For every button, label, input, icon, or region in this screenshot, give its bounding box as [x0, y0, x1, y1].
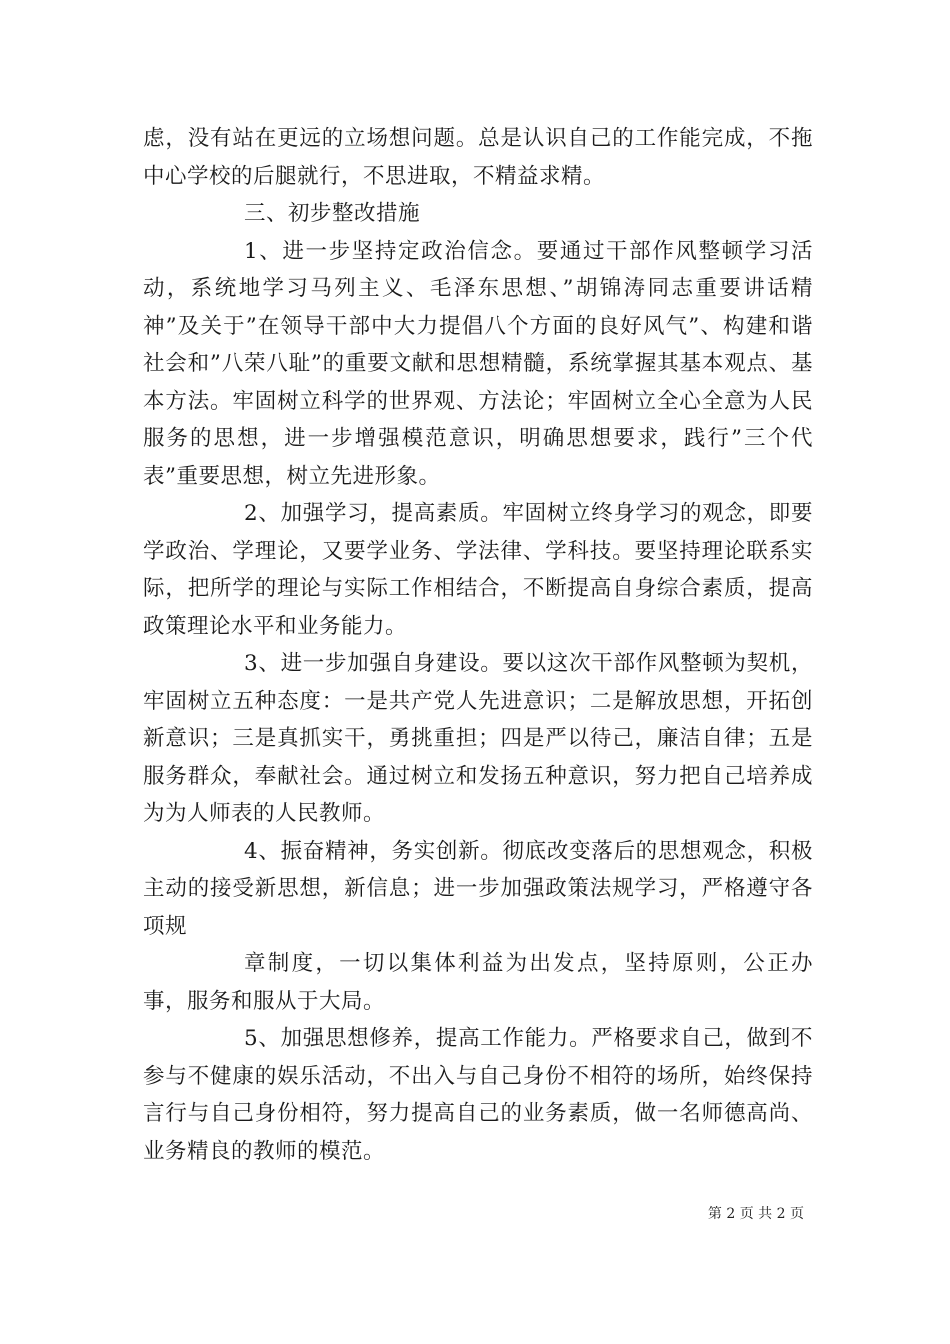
page-number: 第 2 页 共 2 页 — [707, 1206, 804, 1222]
paragraph-measure-2: 2、加强学习，提高素质。牢固树立终身学习的观念，即要学政治、学理论，又要学业务、学法律、学科技。要坚持理论联系实际，把所学的理论与实际工作相结合，不断提高自身综合素质，提高政策理论水平和业务能力。 — [143, 501, 813, 639]
paragraph-measure-5: 5、加强思想修养，提高工作能力。严格要求自己，做到不参与不健康的娱乐活动，不出入与自己身份不相符的场所，始终保持言行与自己身份相符，努力提高自己的业务素质，做一名师德高尚、业务精良的教师的模范。 — [143, 1026, 813, 1164]
paragraph-1: 虑，没有站在更远的立场想问题。总是认识自己的工作能完成，不拖中心学校的后腿就行，不思进取，不精益求精。 — [143, 126, 813, 189]
paragraph-measure-1: 1、进一步坚持定政治信念。要通过干部作风整顿学习活动，系统地学习马列主义、毛泽东思想、”胡锦涛同志重要讲话精神”及关于”在领导干部中大力提倡八个方面的良好风气”、构建和谐社会和”八荣八耻”的重要文献和思想精髓，系统掌握其基本观点、基本方法。牢固树立科学的世界观、方法论；牢固树立全心全意为人民服务的思想，进一步增强模范意识，明确思想要求，践行”三个代表”重要思想，树立先进形象。 — [143, 238, 813, 489]
section-heading: 三、初步整改措施 — [244, 201, 421, 226]
paragraph-measure-4: 4、振奋精神，务实创新。彻底改变落后的思想观念，积极主动的接受新思想，新信息；进一步加强政策法规学习，严格遵守各项规 — [143, 838, 813, 939]
body-text — [143, 120, 813, 1170]
paragraph-measure-3: 3、进一步加强自身建设。要以这次干部作风整顿为契机，牢固树立五种态度：一是共产党人先进意识；二是解放思想，开拓创新意识；三是真抓实干，勇挑重担；四是严以待己，廉洁自律；五是服务群众，奉献社会。通过树立和发扬五种意识，努力把自己培养成为为人师表的人民教师。 — [143, 651, 813, 826]
paragraph-measure-4-continued: 章制度，一切以集体利益为出发点，坚持原则，公正办事，服务和服从于大局。 — [143, 951, 813, 1014]
